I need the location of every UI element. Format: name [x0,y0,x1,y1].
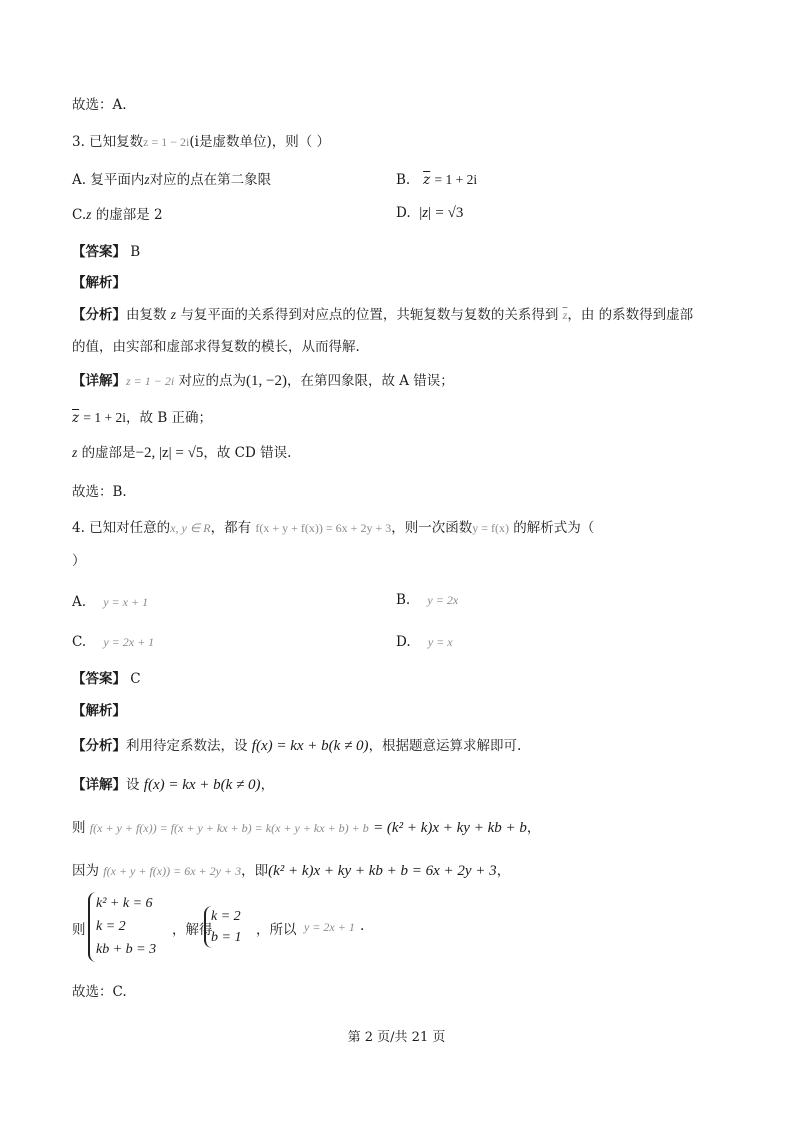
q3-stem: 3. 已知复数z = 1 − 2i(i是虚数单位)，则（ ） [72,134,331,150]
q3-choice: 故选：B. [72,484,127,500]
q3-option-b: B. $\overline{z} = 1 + 2i$ [396,172,478,188]
q3-xiangjie-line2: $\overline{z} = 1 + 2i$，故 B 正确； [72,410,213,426]
q3-fenxi-line2: 的值，由实部和虚部求得复数的模长，从而得解. [72,339,360,355]
q4-option-b: B. y = 2x [396,592,459,608]
q3-jiexi: 【解析】 [72,275,126,291]
then-label: 则 [72,922,86,938]
q4-xiangjie-line2: 则 f(x + y + f(x)) = f(x + y + kx + b) = k(x + y + kx + b) + b = (k² + k)x + ky + kb + b， [72,820,541,836]
q4-stem: 4. 已知对任意的x, y ∈ R，都有 f(x + y + f(x)) = 6x + 2y + 3，则一次函数y = f(x) 的解析式为（ [72,520,595,536]
q4-option-d: D. y = x [396,634,453,650]
q4-stem-end: ） [72,553,86,569]
q3-option-c: C.z 的虚部是 2 [72,207,163,223]
q3-option-a: A. 复平面内z对应的点在第二象限 [72,172,272,188]
q4-choice: 故选：C. [72,984,127,1000]
q4-fenxi: 【分析】利用待定系数法，设 f(x) = kx + b(k ≠ 0)，根据题意运算求解即可. [72,738,522,754]
q3-xiangjie-line1: 【详解】z = 1 − 2i 对应的点为(1, −2)，在第四象限，故 A 错误； [72,373,454,389]
q3-fenxi-line1: 【分析】由复数 z 与复平面的关系得到对应点的位置，共轭复数与复数的关系得到 $\overline{z}$，由 的系数得到虚部 [72,307,694,323]
q4-jiexi: 【解析】 [72,703,126,719]
q4-answer: 【答案】 C [72,671,141,687]
q4-xiangjie-line3: 因为 f(x + y + f(x)) = 6x + 2y + 3，即(k² + k)x + ky + kb + b = 6x + 2y + 3， [72,863,511,879]
page-footer: 第 2 页/共 21 页 [347,1030,446,1045]
q4-option-c: C. y = 2x + 1 [72,634,155,650]
q4-equation-system: 则 k² + k = 6 k = 2 kb + b = 3 ，解得 k = 2 b = 1 ，所以 y = 2x + 1 . [72,892,492,964]
q3-answer: 【答案】 B [72,244,141,260]
q3-xiangjie-line3: z 的虚部是−2, |z| = √5，故 CD 错误. [72,445,292,461]
q2-choice: 故选：A. [72,97,127,113]
q4-xiangjie-line1: 【详解】设 f(x) = kx + b(k ≠ 0)， [72,777,275,793]
q4-option-a: A. y = x + 1 [72,594,149,610]
q3-option-d: D. |z| = √3 [396,205,464,221]
system-left: k² + k = 6 k = 2 kb + b = 3 [88,892,168,962]
system-solution: k = 2 b = 1 [204,906,252,948]
